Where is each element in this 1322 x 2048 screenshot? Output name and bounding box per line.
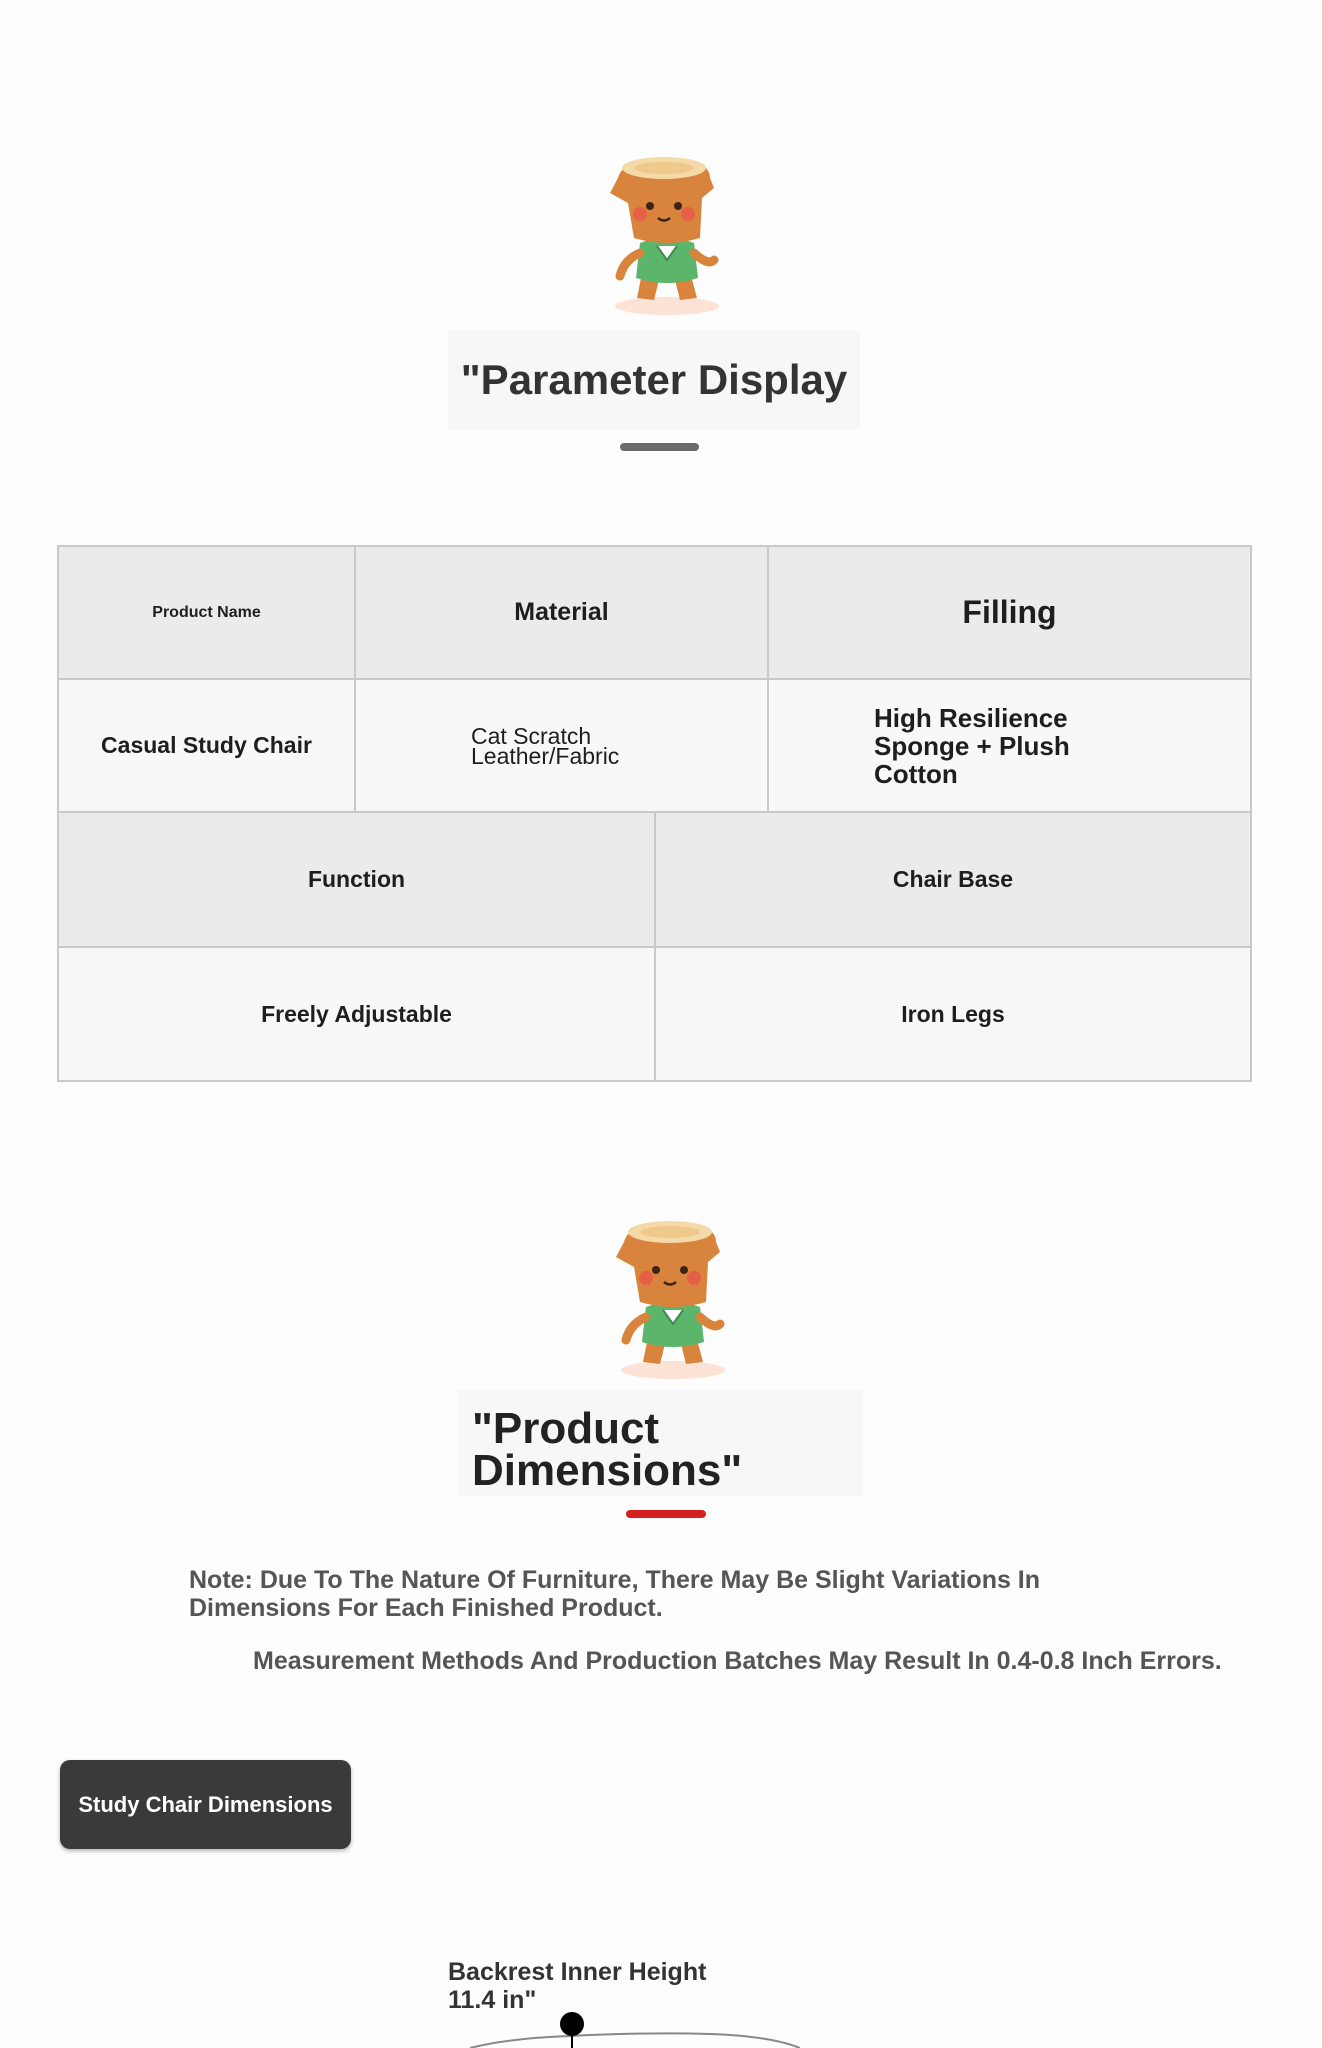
note-line: Dimensions For Each Finished Product. — [189, 1594, 663, 1622]
table-header-filling: Filling — [767, 545, 1252, 680]
table-value-chair-base: Iron Legs — [654, 946, 1252, 1082]
mascot-illustration — [602, 148, 732, 318]
product-dimensions-title — [458, 1390, 863, 1496]
table-header-material: Material — [354, 545, 769, 680]
title-line-1: "Product — [472, 1404, 660, 1453]
title-line-2: Dimensions" — [472, 1446, 743, 1495]
parameter-table — [57, 545, 1252, 1082]
chair-dimension-diagram — [470, 2008, 810, 2048]
table-value-product-name: Casual Study Chair — [57, 678, 356, 813]
title-underline — [620, 443, 699, 451]
backrest-measurement — [448, 1958, 706, 2014]
title-underline — [626, 1510, 706, 1518]
note-line: Note: Due To The Nature Of Furniture, There May Be Slight Variations In — [189, 1566, 1041, 1594]
measurement-value: 11.4 in" — [448, 1986, 537, 2014]
table-header-product-name: Product Name — [57, 545, 356, 680]
measurement-label: Backrest Inner Height — [448, 1958, 707, 1986]
parameter-display-title: "Parameter Display — [448, 330, 860, 430]
table-value-material: Cat Scratch Leather/Fabric — [354, 678, 769, 813]
study-chair-dimensions-button[interactable]: Study Chair Dimensions — [60, 1760, 351, 1849]
table-header-chair-base: Chair Base — [654, 811, 1252, 948]
table-header-function: Function — [57, 811, 656, 948]
measurement-note: Measurement Methods And Production Batches May Result In 0.4-0.8 Inch Errors. — [253, 1647, 1222, 1675]
mascot-illustration — [608, 1212, 738, 1382]
table-value-function: Freely Adjustable — [57, 946, 656, 1082]
table-value-filling: High Resilience Sponge + Plush Cotton — [767, 678, 1252, 813]
dimensions-note — [189, 1566, 1139, 1622]
